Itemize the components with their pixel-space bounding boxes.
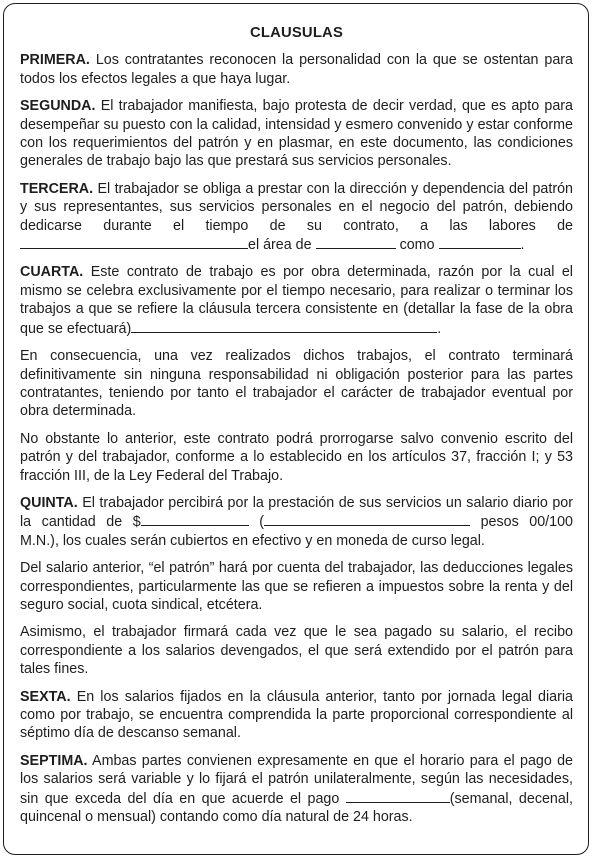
paragraph-consecuencia: En consecuencia, una vez realizados dichos trabajos, el contrato terminará definitivamente sin ninguna responsabilidad ni obligación posterior para las partes contratantes, teniendo por tanto el trabajador el carácter de trabajador eventual por obra determinada. [20, 348, 573, 420]
clause-text: el área de [248, 237, 312, 254]
clause-text: . [437, 320, 442, 337]
payment-period-blank[interactable] [346, 789, 450, 803]
paragraph-no-obstante: No obstante lo anterior, este contrato podrá prorrogarse salvo convenio escrito del patrón y del trabajador, conforme a lo establecido en los artículos 37, fracción I; y 53 fracción III, de la Ley Federal del Trabajo. [20, 430, 573, 484]
area-blank[interactable] [316, 235, 396, 249]
clause-tercera [20, 180, 573, 255]
clause-text: como [399, 237, 435, 254]
clause-primera [20, 51, 573, 88]
clause-cuarta [20, 263, 573, 338]
clause-text: En los salarios fijados en la cláusula anterior, tanto por jornada legal diaria como por trabajo, se encuentra comprendida la parte proporcional correspondiente al séptimo día de descanso semanal. [20, 688, 573, 742]
clause-quinta [20, 494, 573, 550]
phase-blank[interactable] [131, 319, 437, 333]
clauses-frame [3, 3, 589, 855]
clause-sexta [20, 688, 573, 743]
labor-blank[interactable] [20, 235, 248, 249]
salary-words-blank[interactable] [264, 512, 470, 526]
clause-text: El trabajador manifiesta, bajo protesta de decir verdad, que es apto para desempeñar su puesto con la calidad, intensidad y esmero convenido y estar conforme con los requerimientos del patrón y en plasmar, en este documento, las condiciones generales de trabajo bajo las que prestará sus servicios personales. [20, 98, 573, 170]
clause-text: El trabajador se obliga a prestar con la dirección y dependencia del patrón y sus representantes, sus servicios personales en el negocio del patrón, debiendo dedicarse durante el tiempo de su contrato, a las labores de [20, 180, 573, 234]
clause-heading: QUINTA. [20, 494, 78, 511]
clause-text: ( [259, 514, 265, 531]
clause-text: Ambas partes convienen expresamente en que el horario para el pago de los salarios será variable y lo fijará el patrón unilateralmente, según las necesidades, sin que exceda del día en que acuerde el pago [20, 752, 573, 807]
clause-heading: TERCERA. [20, 180, 94, 197]
clause-text: El trabajador percibirá por la prestación de sus servicios un salario diario por la cantidad de $ [20, 494, 573, 531]
clause-septima [20, 752, 573, 827]
clause-heading: CUARTA. [20, 264, 84, 281]
clause-heading: SEPTIMA. [20, 752, 88, 769]
clause-text: pesos 00/100 M.N.), los cuales serán cubiertos en efectivo y en moneda de curso legal. [20, 514, 574, 549]
clause-text: Los contratantes reconocen la personalidad con la que se ostentan para todos los efectos legales a que haya lugar. [20, 52, 573, 87]
clause-heading: SEGUNDA. [20, 98, 96, 115]
position-blank[interactable] [439, 235, 521, 249]
clause-text: Este contrato de trabajo es por obra determinada, razón por la cual el mismo se celebra exclusivamente por el tiempo necesario, para realizar o terminar los trabajos a que se refiere la cláusula tercera consistente en (detallar la fase de la obra que se efectuará) [20, 264, 573, 337]
salary-amount-blank[interactable] [141, 512, 249, 526]
clause-segunda [20, 97, 573, 171]
paragraph-asimismo: Asimismo, el trabajador firmará cada vez que le sea pagado su salario, el recibo correspondiente a los salarios devengados, el que será extendido por el patrón para tales fines. [20, 624, 573, 678]
paragraph-salario-anterior: Del salario anterior, “el patrón” hará por cuenta del trabajador, las deducciones legales correspondientes, particularmente las que se refieren a impuestos sobre la renta y del seguro social, cuota sindical, etcétera. [20, 560, 573, 613]
clause-text: (semanal, decenal, quincenal o mensual) contando como día natural de 24 horas. [20, 790, 573, 826]
clause-text: . [520, 237, 525, 254]
document-title: CLAUSULAS [249, 25, 344, 41]
clause-heading: PRIMERA. [20, 52, 90, 69]
clause-heading: SEXTA. [20, 688, 71, 705]
